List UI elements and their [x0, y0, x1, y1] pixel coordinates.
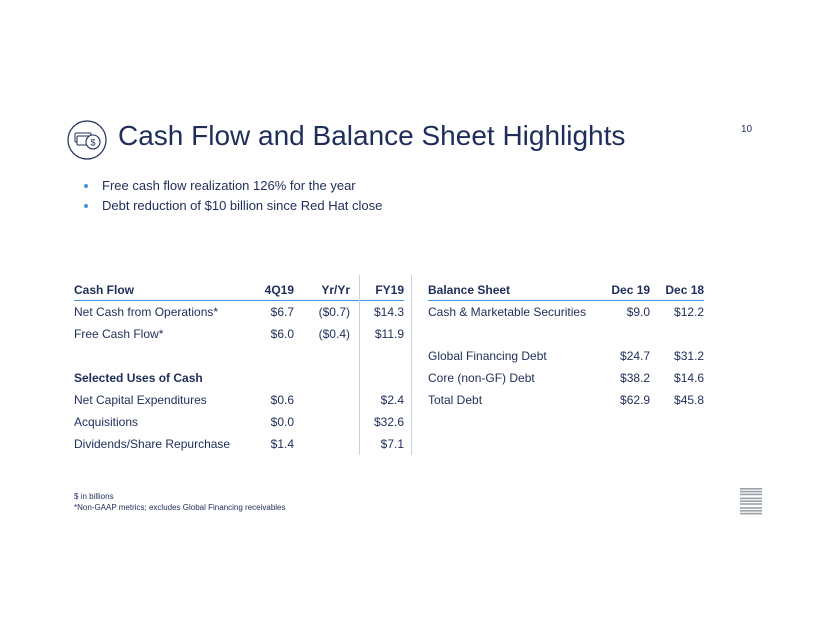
table-cell: Core (non-GF) Debt	[428, 371, 535, 385]
table-cell: $6.0	[270, 327, 294, 341]
table-cell: $0.0	[270, 415, 294, 429]
table-cell	[74, 345, 250, 367]
table-row	[428, 323, 704, 345]
table-cell: $0.6	[270, 393, 294, 407]
table-cell: ($0.4)	[318, 327, 350, 341]
column-header: Balance Sheet	[428, 280, 586, 301]
table-cell	[250, 367, 294, 389]
table-row	[428, 345, 704, 367]
table-cell: $1.4	[270, 437, 294, 451]
table-cell	[250, 345, 294, 367]
table-cell: $9.0	[626, 305, 651, 319]
column-header: Yr/Yr	[294, 280, 350, 301]
bullet-dot	[84, 184, 88, 188]
column-header: FY19	[350, 280, 404, 301]
table-cell: $12.2	[674, 305, 705, 319]
column-divider	[359, 275, 360, 455]
table-cell	[294, 345, 350, 367]
ibm-logo-icon	[740, 488, 762, 516]
table-cell: Acquisitions	[74, 415, 139, 429]
table-cell: ($0.7)	[318, 305, 350, 319]
column-header: 4Q19	[250, 280, 294, 301]
table-cell: $45.8	[674, 393, 705, 407]
table-cell: Net Cash from Operations*	[74, 305, 219, 319]
table-cell: Cash & Marketable Securities	[428, 305, 587, 319]
table-cell: $24.7	[620, 349, 651, 363]
table-cell	[294, 411, 350, 433]
table-cell: Global Financing Debt	[428, 349, 547, 363]
column-header: Dec 18	[650, 280, 704, 301]
table-cell: $7.1	[380, 437, 404, 451]
table-cell: $32.6	[373, 415, 404, 429]
table-row	[74, 323, 404, 345]
table-cell	[294, 389, 350, 411]
table-row	[74, 433, 404, 455]
table-row	[74, 367, 404, 389]
bullet-text: Free cash flow realization 126% for the year	[102, 178, 356, 193]
table-cell: $14.3	[373, 305, 404, 319]
table-cell: $6.7	[270, 305, 294, 319]
bullet-dot	[84, 204, 88, 208]
table-cell: $38.2	[620, 371, 651, 385]
cash-flow-table	[74, 280, 404, 455]
table-cell: Total Debt	[428, 393, 483, 407]
table-row	[428, 367, 704, 389]
table-row	[74, 411, 404, 433]
column-header: Cash Flow	[74, 280, 250, 301]
table-cell	[586, 323, 650, 345]
money-coins-icon	[67, 120, 107, 160]
table-header-row	[428, 280, 704, 301]
table-row	[74, 301, 404, 324]
section-header: Selected Uses of Cash	[74, 371, 203, 385]
page-number: 10	[741, 124, 753, 135]
table-cell: $62.9	[620, 393, 651, 407]
table-cell: $31.2	[674, 349, 705, 363]
table-divider	[411, 275, 412, 455]
bullet-text: Debt reduction of $10 billion since Red Hat close	[102, 198, 383, 213]
table-cell: Net Capital Expenditures	[74, 393, 207, 407]
table-row	[428, 301, 704, 324]
footnote-units: $ in billions	[74, 492, 114, 501]
svg-text:$: $	[90, 137, 96, 148]
table-cell	[428, 323, 586, 345]
table-header-row	[74, 280, 404, 301]
table-row	[428, 389, 704, 411]
table-cell	[650, 323, 704, 345]
footnote-non-gaap: *Non-GAAP metrics; excludes Global Financing receivables	[74, 503, 286, 512]
table-cell: Free Cash Flow*	[74, 327, 164, 341]
table-cell: $14.6	[674, 371, 705, 385]
table-cell: $11.9	[374, 327, 404, 341]
table-row	[74, 389, 404, 411]
table-row	[74, 345, 404, 367]
bullet-item	[84, 176, 382, 196]
column-header: Dec 19	[586, 280, 650, 301]
highlights-list	[84, 176, 382, 216]
balance-sheet-table	[428, 280, 704, 411]
page-title: Cash Flow and Balance Sheet Highlights	[118, 120, 626, 151]
table-cell: Dividends/Share Repurchase	[74, 437, 231, 451]
table-cell	[294, 367, 350, 389]
table-cell	[294, 433, 350, 455]
table-cell: $2.4	[380, 393, 404, 407]
bullet-item	[84, 196, 382, 216]
